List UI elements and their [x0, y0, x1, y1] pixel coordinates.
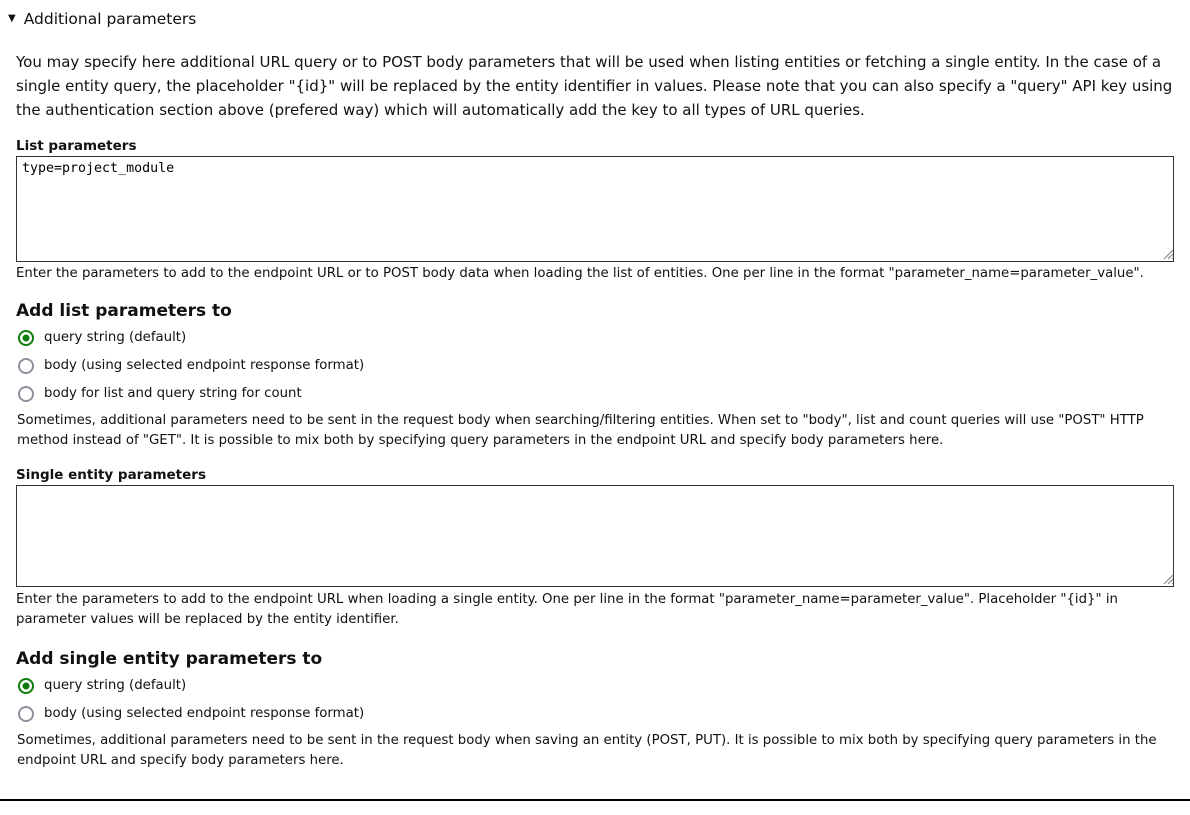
radio-single-query-string[interactable] [18, 677, 186, 695]
additional-parameters-section-toggle[interactable] [8, 9, 196, 29]
single-entity-parameters-help-text: Enter the parameters to add to the endpoint URL when loading a single entity. One per line in the format "parameter_name=parameter_value". Placeholder "{id}" in parameter values will be replaced by the entity identifier. [16, 592, 1118, 627]
radio-label: query string (default) [44, 678, 187, 693]
radio-list-query-string[interactable] [18, 329, 186, 347]
section-divider [0, 799, 1190, 801]
radio-button-icon[interactable] [18, 706, 34, 722]
list-parameters-textarea[interactable] [16, 156, 1174, 262]
add-single-entity-parameters-heading: Add single entity parameters to [16, 649, 323, 669]
radio-label: query string (default) [44, 330, 187, 345]
radio-list-body-and-query-count[interactable] [18, 385, 302, 403]
radio-single-body[interactable] [18, 705, 364, 723]
section-intro-text: You may specify here additional URL query or to POST body parameters that will be used when listing entities or fetching a single entity. In the case of a single entity query, the placeholder "{id}" will be replaced by the entity identifier in values. Please note that you can also specify a "query" API key using the authentication section above (prefered way) which will automatically add the key to all types of URL queries. [16, 53, 1173, 119]
radio-button-icon[interactable] [18, 330, 34, 346]
list-parameters-field-wrap [16, 156, 1176, 262]
radio-label: body (using selected endpoint response format) [44, 706, 365, 721]
radio-button-icon[interactable] [18, 358, 34, 374]
add-single-entity-parameters-note: Sometimes, additional parameters need to be sent in the request body when saving an entity (POST, PUT). It is possible to mix both by specifying query parameters in the endpoint URL and specify body parameters here. [17, 733, 1157, 768]
single-entity-parameters-textarea[interactable] [16, 485, 1174, 587]
single-entity-parameters-field-wrap [16, 485, 1176, 587]
collapse-triangle-icon: ▼ [8, 13, 16, 24]
radio-button-icon[interactable] [18, 678, 34, 694]
add-list-parameters-heading: Add list parameters to [16, 301, 232, 321]
single-entity-parameters-label: Single entity parameters [16, 467, 206, 483]
resize-handle-icon[interactable] [1163, 249, 1174, 260]
radio-list-body[interactable] [18, 357, 364, 375]
radio-label: body (using selected endpoint response format) [44, 358, 365, 373]
list-parameters-label: List parameters [16, 138, 137, 154]
section-title: Additional parameters [23, 10, 197, 28]
add-list-parameters-note: Sometimes, additional parameters need to be sent in the request body when searching/filtering entities. When set to "body", list and count queries will use "POST" HTTP method instead of "GET". It is possible to mix both by specifying query parameters in the endpoint URL and specify body parameters here. [17, 413, 1144, 448]
resize-handle-icon[interactable] [1163, 574, 1174, 585]
radio-button-icon[interactable] [18, 386, 34, 402]
radio-label: body for list and query string for count [44, 386, 302, 401]
list-parameters-help-text: Enter the parameters to add to the endpoint URL or to POST body data when loading the list of entities. One per line in the format "parameter_name=parameter_value". [16, 266, 1144, 281]
